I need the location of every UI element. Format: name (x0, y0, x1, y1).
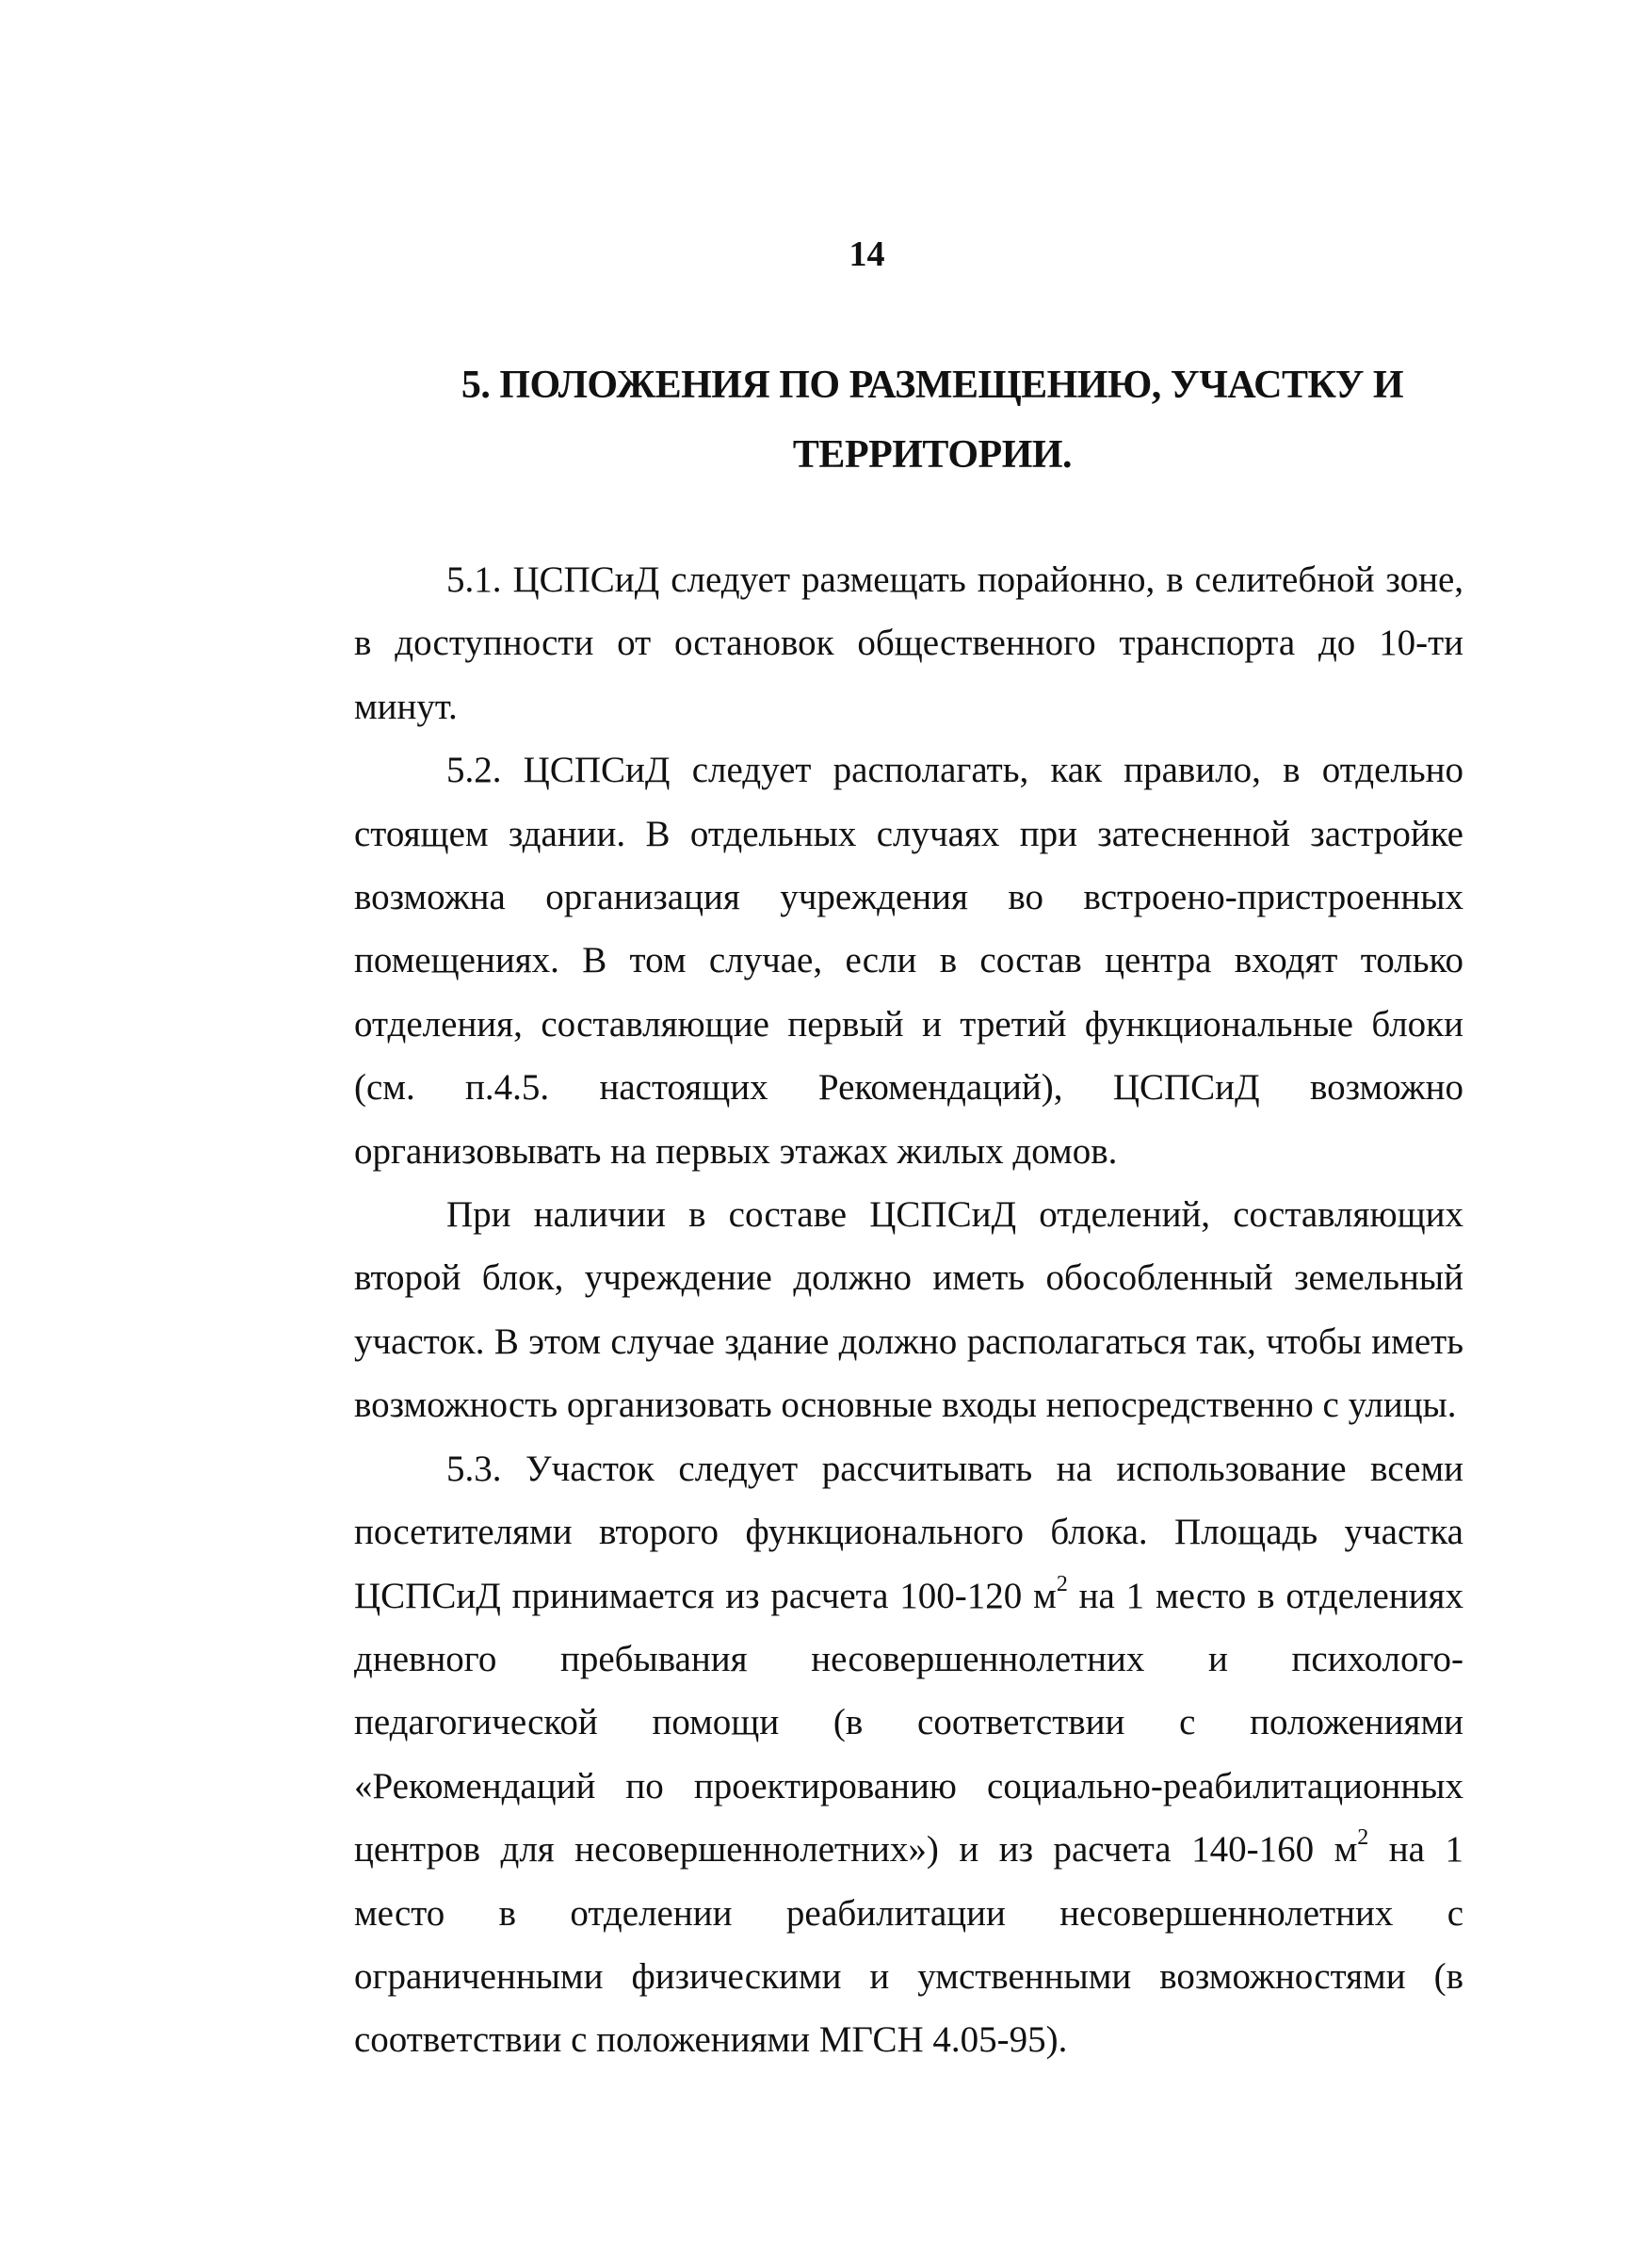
section-title-line-1: 5. ПОЛОЖЕНИЯ ПО РАЗМЕЩЕНИЮ, УЧАСТКУ И (461, 364, 1404, 407)
body-text (354, 548, 1463, 2072)
paragraph-5-3-part-3: на 1 место в отделении реабилитации несовершеннолетних с ограниченными физическими и умственными возможностями (в соответствии с положениями МГСН 4.05-95). (354, 1829, 1463, 2061)
superscript-square-2: 2 (1357, 1825, 1369, 1851)
paragraph-5-3 (354, 1437, 1463, 2072)
page-number: 14 (849, 235, 885, 274)
superscript-square-1: 2 (1056, 1571, 1068, 1596)
paragraph-5-1: 5.1. ЦСПСиД следует размещать порайонно, в селитебной зоне, в доступности от остановок общественного транспорта до 10-ти минут. (354, 559, 1463, 727)
paragraph-5-3-part-1: 5.3. Участок следует рассчитывать на использование всеми посетителями второго функционального блока. Площадь участка ЦСПСиД принимается из расчета 100-120 м (354, 1448, 1463, 1616)
paragraph-5-3-part-2: на 1 место в отделениях дневного пребывания несовершеннолетних и психолого-педагогической помощи (в соответствии с положениями «Рекомендаций по проектированию социально-реабилитационных центров для несовершеннолетних») и из расчета 140-160 м (354, 1575, 1463, 1871)
section-title (377, 350, 1488, 490)
paragraph-5-2: 5.2. ЦСПСиД следует располагать, как правило, в отдельно стоящем здании. В отдельных случаях при затесненной застройке возможна организация учреждения во встроено-пристроенных помещениях. В том случае, если в состав центра входят только отделения, составляющие первый и третий функциональные блоки (см. п.4.5. настоящих Рекомендаций), ЦСПСиД возможно организовывать на первых этажах жилых домов. (354, 750, 1463, 1172)
section-title-line-2: ТЕРРИТОРИИ. (792, 433, 1073, 477)
paragraph-5-2-continued: При наличии в составе ЦСПСиД отделений, составляющих второй блок, учреждение должно иметь обособленный земельный участок. В этом случае здание должно располагаться так, чтобы иметь возможность организовать основные входы непосредственно с улицы. (354, 1194, 1463, 1426)
